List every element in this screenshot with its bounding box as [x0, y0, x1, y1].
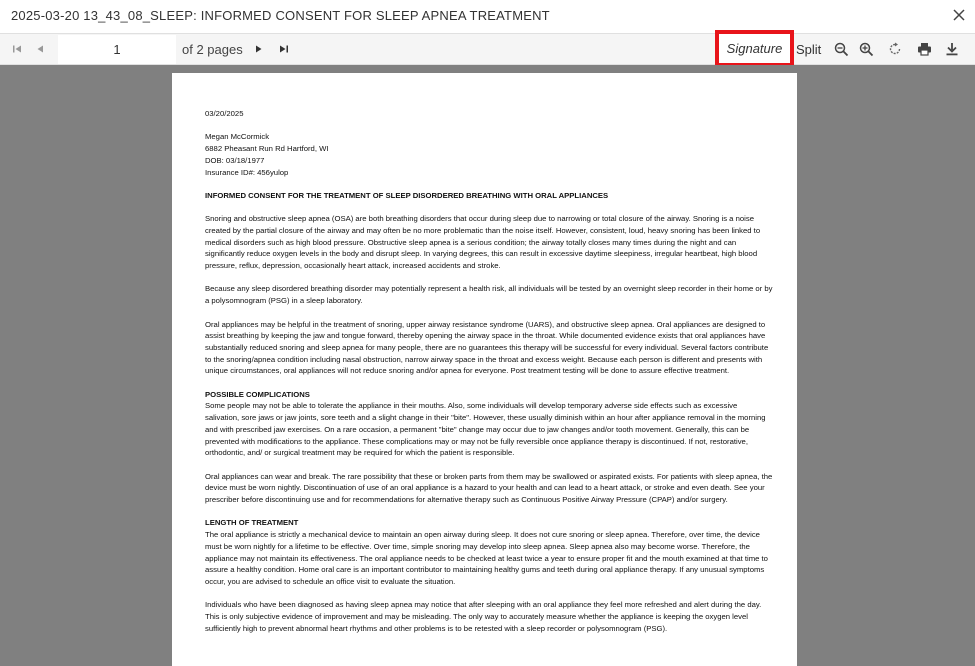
- patient-address: 6882 Pheasant Run Rd Hartford, WI: [205, 144, 329, 154]
- zoom-in-icon: [859, 42, 874, 57]
- document-title: 2025-03-20 13_43_08_SLEEP: INFORMED CONSENT FOR SLEEP APNEA TREATMENT: [11, 8, 550, 23]
- rotate-button[interactable]: [887, 41, 903, 57]
- first-page-icon: [12, 44, 22, 54]
- paragraph-wear-break: Oral appliances can wear and break. The rare possibility that these or broken parts from them may be swallowed or aspirated exists. For patients with sleep apnea, the device must be worn nightly. Discontinuation of use of an oral appliance is a hazard to your health and can lead to a heart attack, or stroke and even death. See your prescriber before discontinuing use and for recommendations for alternative therapy such as Continuous Positive Airway Pressure (CPAP) and/or surgery.: [205, 471, 773, 505]
- signature-button[interactable]: Signature: [715, 30, 794, 67]
- first-page-button[interactable]: [9, 41, 25, 57]
- page-number-input[interactable]: [58, 35, 176, 64]
- zoom-in-button[interactable]: [858, 41, 874, 57]
- prev-page-button[interactable]: [32, 41, 48, 57]
- paragraph-retesting: Individuals who have been diagnosed as having sleep apnea may notice that after sleeping with an oral appliance they feel more refreshed and alert during the day. This is only subjective evidence of improvement and may be misleading. The only way to accurately measure whether the appliance is keeping the oxygen level sufficiently high to prevent abnormal heart rhythms and other problems is to be retested with a sleep recorder or polysomnogram (PSG).: [205, 600, 762, 633]
- last-page-icon: [279, 44, 289, 54]
- download-button[interactable]: [944, 41, 960, 57]
- download-icon: [945, 42, 959, 56]
- document-date: 03/20/2025: [205, 109, 244, 118]
- close-icon: [953, 9, 965, 21]
- next-page-button[interactable]: [251, 41, 267, 57]
- paragraph-complications: Some people may not be able to tolerate the appliance in their mouths. Also, some individuals will develop temporary adverse side effects such as excessive salivation, sore jaws or jaw joints, sore teeth and a slight change in their "bite". However, these usually diminish within an hour after appliance removal in the morning and with prescribed jaw exercises. On a rare occasion, a permanent "bite" change may occur due to jaw changes and/or tooth movement. Generally, this can be prevented with modifications to the appliance. These complications may or may not be fully reversible once appliance therapy is discontinued. If not, restorative, orthodontic, and/ or surgical treatment may be required for which the patient is responsible.: [205, 401, 766, 458]
- paragraph-osa: Snoring and obstructive sleep apnea (OSA) are both breathing disorders that occur during sleep due to narrowing or total closure of the airway. Snoring is a noise created by the partial closure of the airway and may often be no more problematic than the noise itself. However, consistent, loud, heavy snoring has been linked to medical disorders such as high blood pressure. Obstructive sleep apnea is a serious condition; the airway totally closes many times during the night and can significantly reduce oxygen levels in the body and disrupt sleep. In varying degrees, this can result in excessive daytime sleepiness, irregular heartbeat, high blood pressure, reflux, depression, occasionally heart attack, increased accidents and stroke.: [205, 214, 761, 271]
- split-button[interactable]: Split: [796, 42, 822, 57]
- last-page-button[interactable]: [276, 41, 292, 57]
- document-content: [205, 108, 773, 635]
- title-bar: [0, 0, 975, 33]
- section-heading-length: LENGTH OF TREATMENT: [205, 518, 299, 528]
- paragraph-length: The oral appliance is strictly a mechanical device to maintain an open airway during sleep. It does not cure snoring or sleep apnea. Therefore, over time, the device must be worn nightly for a lifetime to be effective. Over time, simple snoring may develop into sleep apnea. Sleep apnea also may become worse. Therefore, the appliance may not maintain its effectiveness. The oral appliance needs to be checked at least twice a year to ensure proper fit and the mouth examined at that time to assure a healthy condition. Home oral care is an important contributor to maintaining healthy gums and teeth during oral appliance therapy. If any unusual symptoms occur, you are advised to schedule an office visit to evaluate the situation.: [205, 530, 768, 586]
- print-icon: [917, 42, 932, 56]
- pdf-page: [172, 73, 797, 666]
- pdf-toolbar: [0, 33, 975, 65]
- close-button[interactable]: [949, 5, 969, 25]
- document-viewer[interactable]: [0, 65, 975, 666]
- rotate-icon: [888, 42, 902, 56]
- section-heading-complications: POSSIBLE COMPLICATIONS: [205, 389, 310, 399]
- zoom-out-icon: [834, 42, 849, 57]
- patient-insurance: Insurance ID#: 456yulop: [205, 167, 289, 177]
- next-page-icon: [254, 44, 264, 54]
- paragraph-oral-appliances: Oral appliances may be helpful in the treatment of snoring, upper airway resistance syndrome (UARS), and obstructive sleep apnea. Oral appliances are designed to assist breathing by keeping the jaw and tongue forward, thereby opening the airway space in the throat. While documented evidence exists that oral appliances have substantially reduced snoring and sleep apnea for many people, there are no guarantees this therapy will be successful for every individual. Several factors contribute to the snoring/apnea condition including nasal obstruction, narrow airway space in the throat and excess weight. Because each person is different and presents with unique circumstances, oral appliances will not reduce snoring and/or apnea for everyone. Post treatment testing will be done to assure effective treatment.: [205, 319, 769, 376]
- patient-name: Megan McCormick: [205, 132, 270, 142]
- zoom-out-button[interactable]: [833, 41, 849, 57]
- patient-dob: DOB: 03/18/1977: [205, 155, 265, 165]
- document-heading: INFORMED CONSENT FOR THE TREATMENT OF SLEEP DISORDERED BREATHING WITH ORAL APPLIANCES: [205, 190, 609, 200]
- print-button[interactable]: [916, 41, 932, 57]
- paragraph-testing: Because any sleep disordered breathing disorder may potentially represent a health risk, all individuals will be tested by an overnight sleep recorder in their home or by a polysomnogram (PSG) in a sleep laboratory.: [205, 284, 773, 306]
- page-count-label: of 2 pages: [182, 42, 243, 57]
- prev-page-icon: [35, 44, 45, 54]
